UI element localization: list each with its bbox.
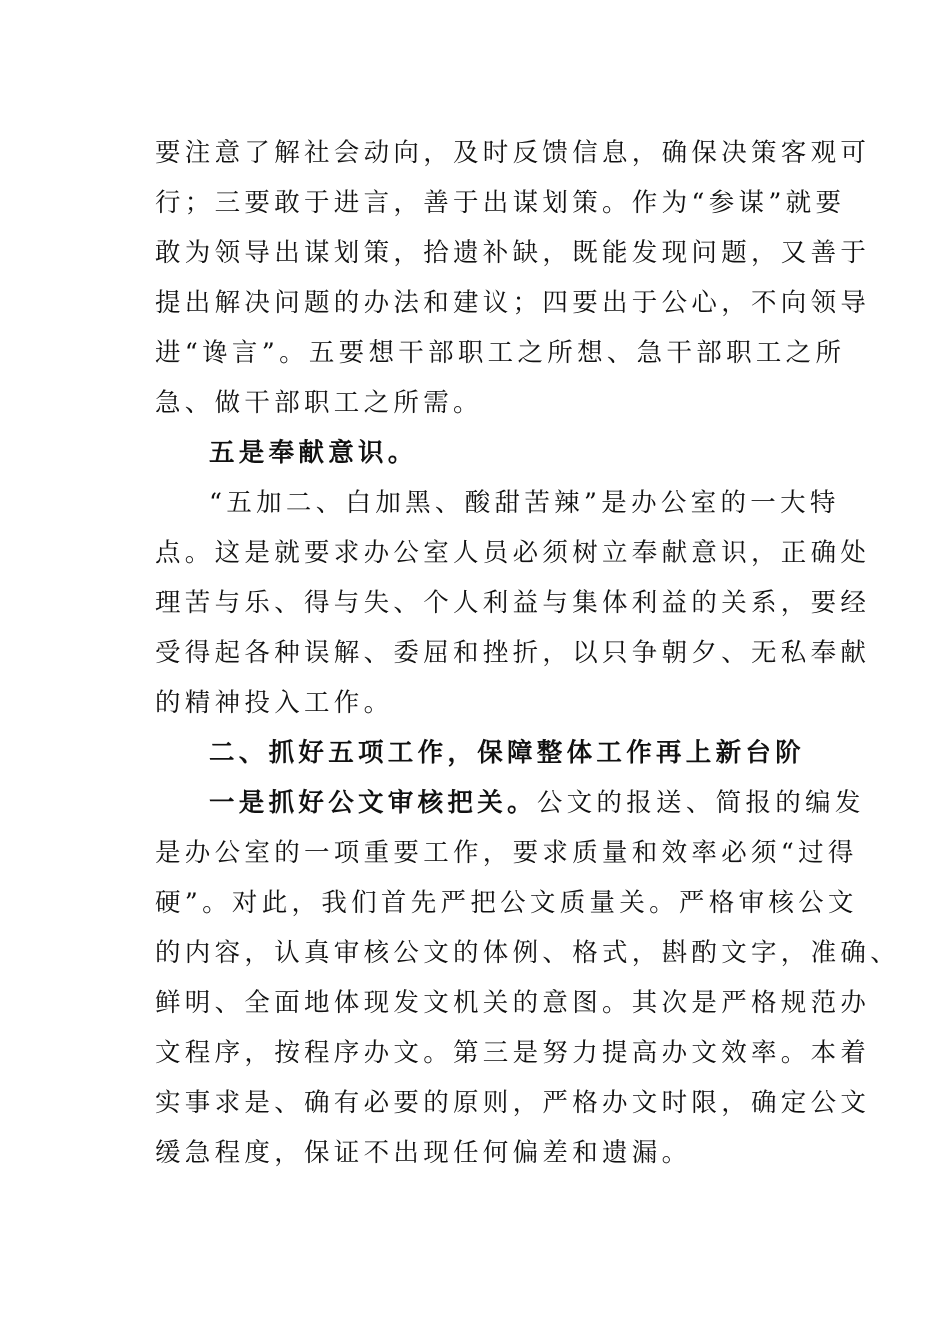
text-line: 急、做干部职工之所需。: [155, 388, 483, 418]
chapter-heading: 二、抓好五项工作，保障整体工作再上新台阶: [209, 738, 806, 768]
text-line: 受得起各种误解、委屈和挫折，以只争朝夕、无私奉献: [155, 638, 871, 668]
text-line: 行；三要敢于进言，善于出谋划策。作为“参谋”就要: [155, 188, 846, 218]
text-line: 敢为领导出谋划策，拾遗补缺，既能发现问题，又善于: [155, 238, 871, 268]
text-line: 提出解决问题的办法和建议；四要出于公心，不向领导: [155, 288, 871, 318]
text-line: 实事求是、确有必要的原则，严格办文时限，确定公文: [155, 1088, 871, 1118]
text-line: 硬”。对此，我们首先严把公文质量关。严格审核公文: [155, 888, 858, 918]
lead-in-heading: 一是抓好公文审核把关。: [209, 788, 537, 818]
paragraph-start-line: “五加二、白加黑、酸甜苦辣”是办公室的一大特: [209, 488, 840, 518]
text-line: 缓急程度，保证不出现任何偏差和遗漏。: [155, 1138, 692, 1168]
text-line: 的精神投入工作。: [155, 688, 394, 718]
text-line: 理苦与乐、得与失、个人利益与集体利益的关系，要经: [155, 588, 871, 618]
text-line: 文程序，按程序办文。第三是努力提高办文效率。本着: [155, 1038, 871, 1068]
lead-in-text: 公文的报送、简报的编发: [536, 788, 865, 818]
text-line: 是办公室的一项重要工作，要求质量和效率必须“过得: [155, 838, 858, 868]
text-line: 进“谗言”。五要想干部职工之所想、急干部职工之所: [155, 338, 846, 368]
text-line: 要注意了解社会动向，及时反馈信息，确保决策客观可: [155, 138, 871, 168]
text-line: 鲜明、全面地体现发文机关的意图。其次是严格规范办: [155, 988, 871, 1018]
document-body: [155, 128, 901, 1178]
text-line: 点。这是就要求办公室人员必须树立奉献意识，正确处: [155, 538, 871, 568]
section-heading: 五是奉献意识。: [209, 438, 418, 468]
paragraph-start-line: [155, 778, 865, 828]
text-line: 的内容，认真审核公文的体例、格式，斟酌文字，准确、: [155, 938, 901, 968]
